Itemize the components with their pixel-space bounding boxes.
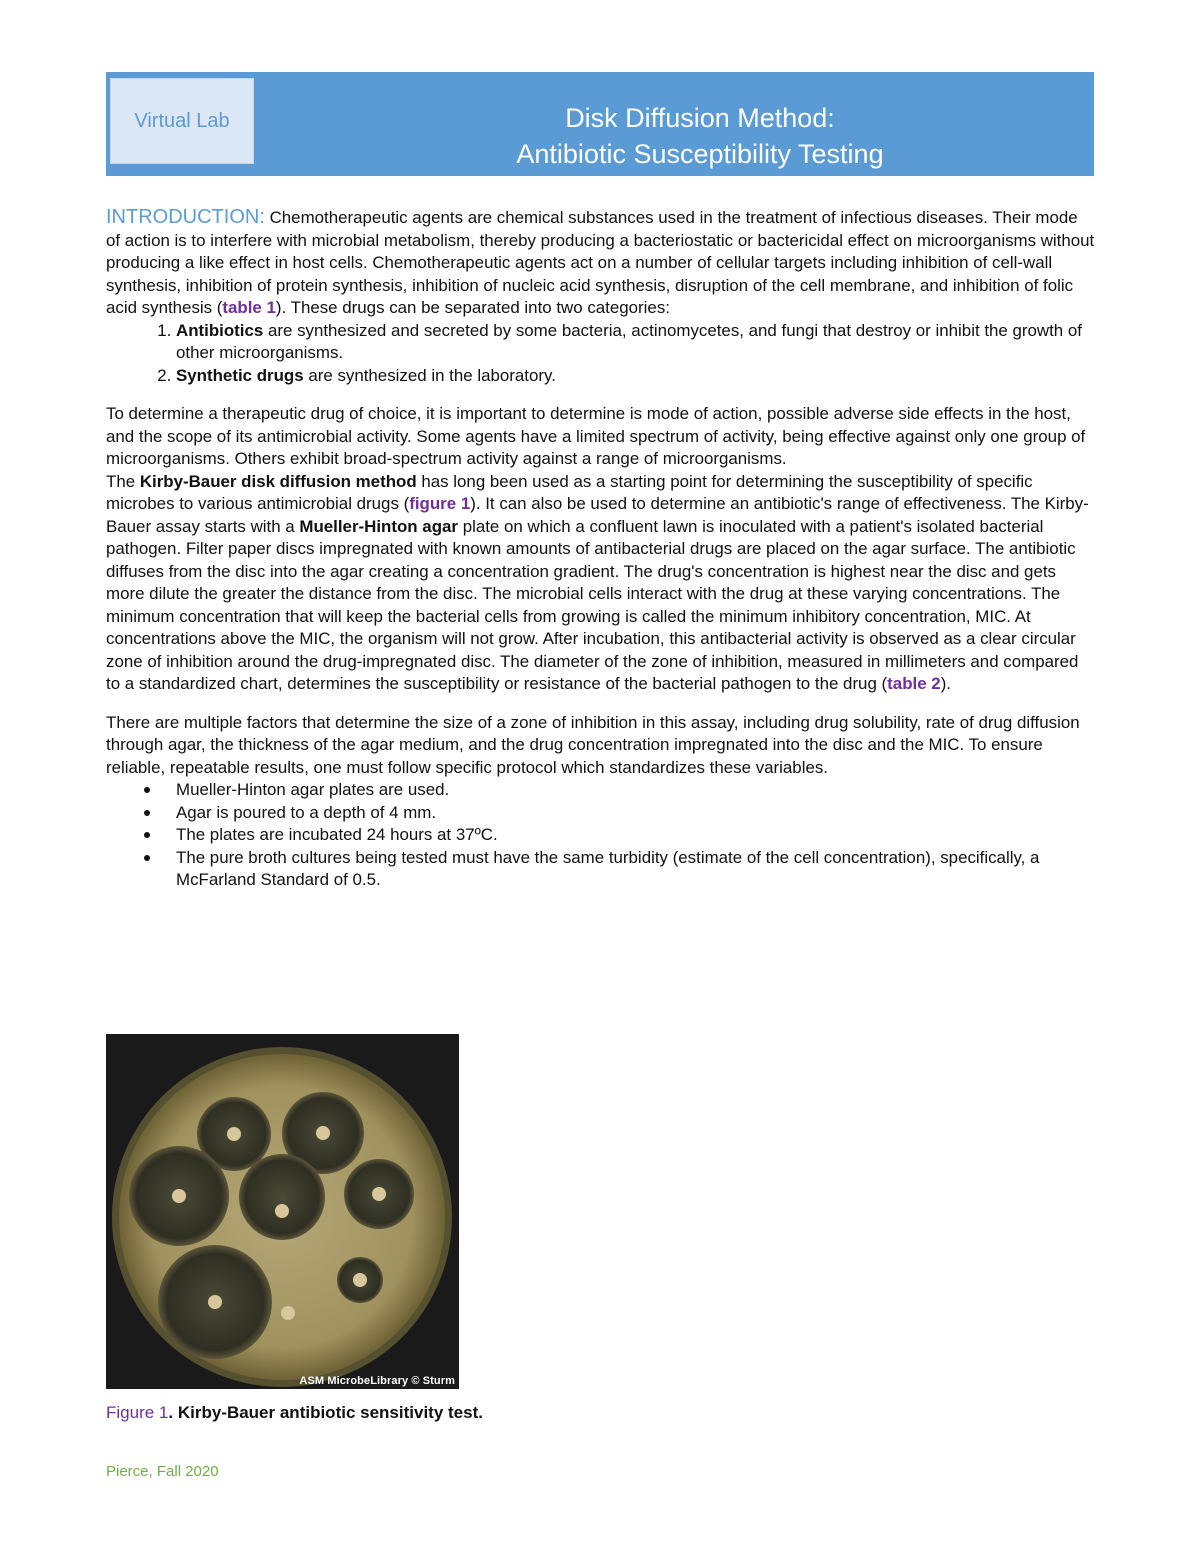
table-2-reference: table 2 (887, 674, 941, 693)
title-line-1: Disk Diffusion Method: (565, 103, 835, 133)
kb-method-term: Kirby-Bauer disk diffusion method (139, 471, 417, 491)
petri-dish-photo (106, 1034, 459, 1389)
header-banner (106, 72, 1094, 176)
caption-text: Kirby-Bauer antibiotic sensitivity test. (177, 1403, 483, 1422)
list-item: The pure broth cultures being tested must have the same turbidity (estimate of the cell concentration), specifically, a McFarland Standard of 0.5. (176, 847, 1096, 892)
factors-list (106, 779, 1096, 892)
list-item: The plates are incubated 24 hours at 37ºC. (176, 824, 1096, 847)
kb-text-f: plate on which a confluent lawn is inoculated with a patient's isolated bacterial pathogen. Filter paper discs impregnated with known amounts of antibacterial drugs are placed on the agar surface. The antibiotic diffuses from the disc into the agar creating a concentration gradient. The drug's concentration is highest near the disc and gets more dilute the greater the distance from the disc. The microbial cells interact with the drug at these varying concentrations. The minimum concentration that will keep the bacterial cells from growing is called the minimum inhibitory concentration, MIC. At concentrations above the MIC, the organism will not grow. After incubation, this antibacterial activity is observed as a clear circular zone of inhibition around the drug-impregnated disc. The diameter of the zone of inhibition, measured in millimeters and compared to a standardized chart, determines the susceptibility or resistance of the bacterial pathogen to the drug ( (106, 516, 1079, 693)
category-list (106, 320, 1096, 388)
list-item: Agar is poured to a depth of 4 mm. (176, 802, 1096, 825)
antibiotic-disc (208, 1295, 222, 1309)
kb-text-g: ). (940, 674, 952, 693)
category-text: are synthesized in the laboratory. (303, 365, 556, 385)
page-title (306, 100, 1094, 172)
image-credit: ASM MicrobeLibrary © Sturm (299, 1375, 455, 1387)
antibiotic-disc (281, 1306, 295, 1320)
page-footer: Pierce, Fall 2020 (106, 1463, 219, 1480)
virtual-lab-badge: Virtual Lab (110, 78, 254, 164)
list-item: Mueller-Hinton agar plates are used. (176, 779, 1096, 802)
kb-text-c: has long been used as a starting point for determining the susceptibility of specific microbes to various antimicrobial drugs ( (106, 471, 1033, 513)
antibiotic-disc (275, 1204, 289, 1218)
caption-separator: . (168, 1403, 178, 1422)
intro-heading: INTRODUCTION: (106, 206, 265, 228)
factors-paragraph: There are multiple factors that determine the size of a zone of inhibition in this assay, including drug solubility, rate of drug diffusion through agar, the thickness of the agar medium, and the drug concentration impregnated into the disc and the MIC. To ensure reliable, repeatable results, one must follow specific protocol which standardizes these variables. (106, 712, 1080, 777)
kirby-bauer-paragraph (106, 471, 1096, 696)
antibiotic-disc (372, 1187, 386, 1201)
antibiotic-disc (353, 1273, 367, 1287)
figure-label: Figure 1 (106, 1403, 169, 1422)
kb-text-d: ). It can also be used to determine an antibiotic's range of effectiveness. The Kirby-Bauer assay starts with a (106, 494, 1089, 536)
intro-text-a: Chemotherapeutic agents are chemical substances used in the treatment of infectious diseases. Their mode of action is to interfere with microbial metabolism, thereby producing a bacteriostatic or bactericidal effect on microorganisms without producing a like effect in host cells. Chemotherapeutic agents act on a number of cellular targets including inhibition of cell-wall synthesis, inhibition of protein synthesis, inhibition of nucleic acid synthesis, disruption of the cell membrane, and inhibition of folic acid synthesis ( (106, 208, 1095, 317)
title-line-2: Antibiotic Susceptibility Testing (516, 139, 884, 169)
antibiotic-disc (316, 1126, 330, 1140)
category-text: are synthesized and secreted by some bacteria, actinomycetes, and fungi that destroy or inhibit the growth of other microorganisms. (176, 320, 1082, 362)
antibiotic-disc (227, 1127, 241, 1141)
document-body (106, 206, 1096, 892)
figure-caption (106, 1403, 483, 1423)
inhibition-zone (239, 1154, 325, 1240)
mueller-hinton-term: Mueller-Hinton agar (299, 516, 458, 536)
petri-dish-illustration (106, 1034, 459, 1389)
antibiotic-disc (172, 1189, 186, 1203)
table-1-reference: table 1 (222, 298, 276, 317)
drug-choice-paragraph: To determine a therapeutic drug of choice, it is important to determine is mode of action, possible adverse side effects in the host, and the scope of its antimicrobial activity. Some agents have a limited spectrum of activity, being effective against only one group of microorganisms. Others exhibit broad-spectrum activity against a range of microorganisms. (106, 404, 1086, 468)
list-item (176, 320, 1096, 365)
figure-1-reference: figure 1 (409, 494, 471, 513)
intro-text-b: ). These drugs can be separated into two categories: (275, 298, 670, 317)
kb-text-a: The (106, 471, 140, 491)
intro-paragraph (106, 206, 1096, 320)
category-term: Antibiotics (176, 320, 264, 340)
list-item (176, 365, 1096, 388)
category-term: Synthetic drugs (176, 365, 304, 385)
